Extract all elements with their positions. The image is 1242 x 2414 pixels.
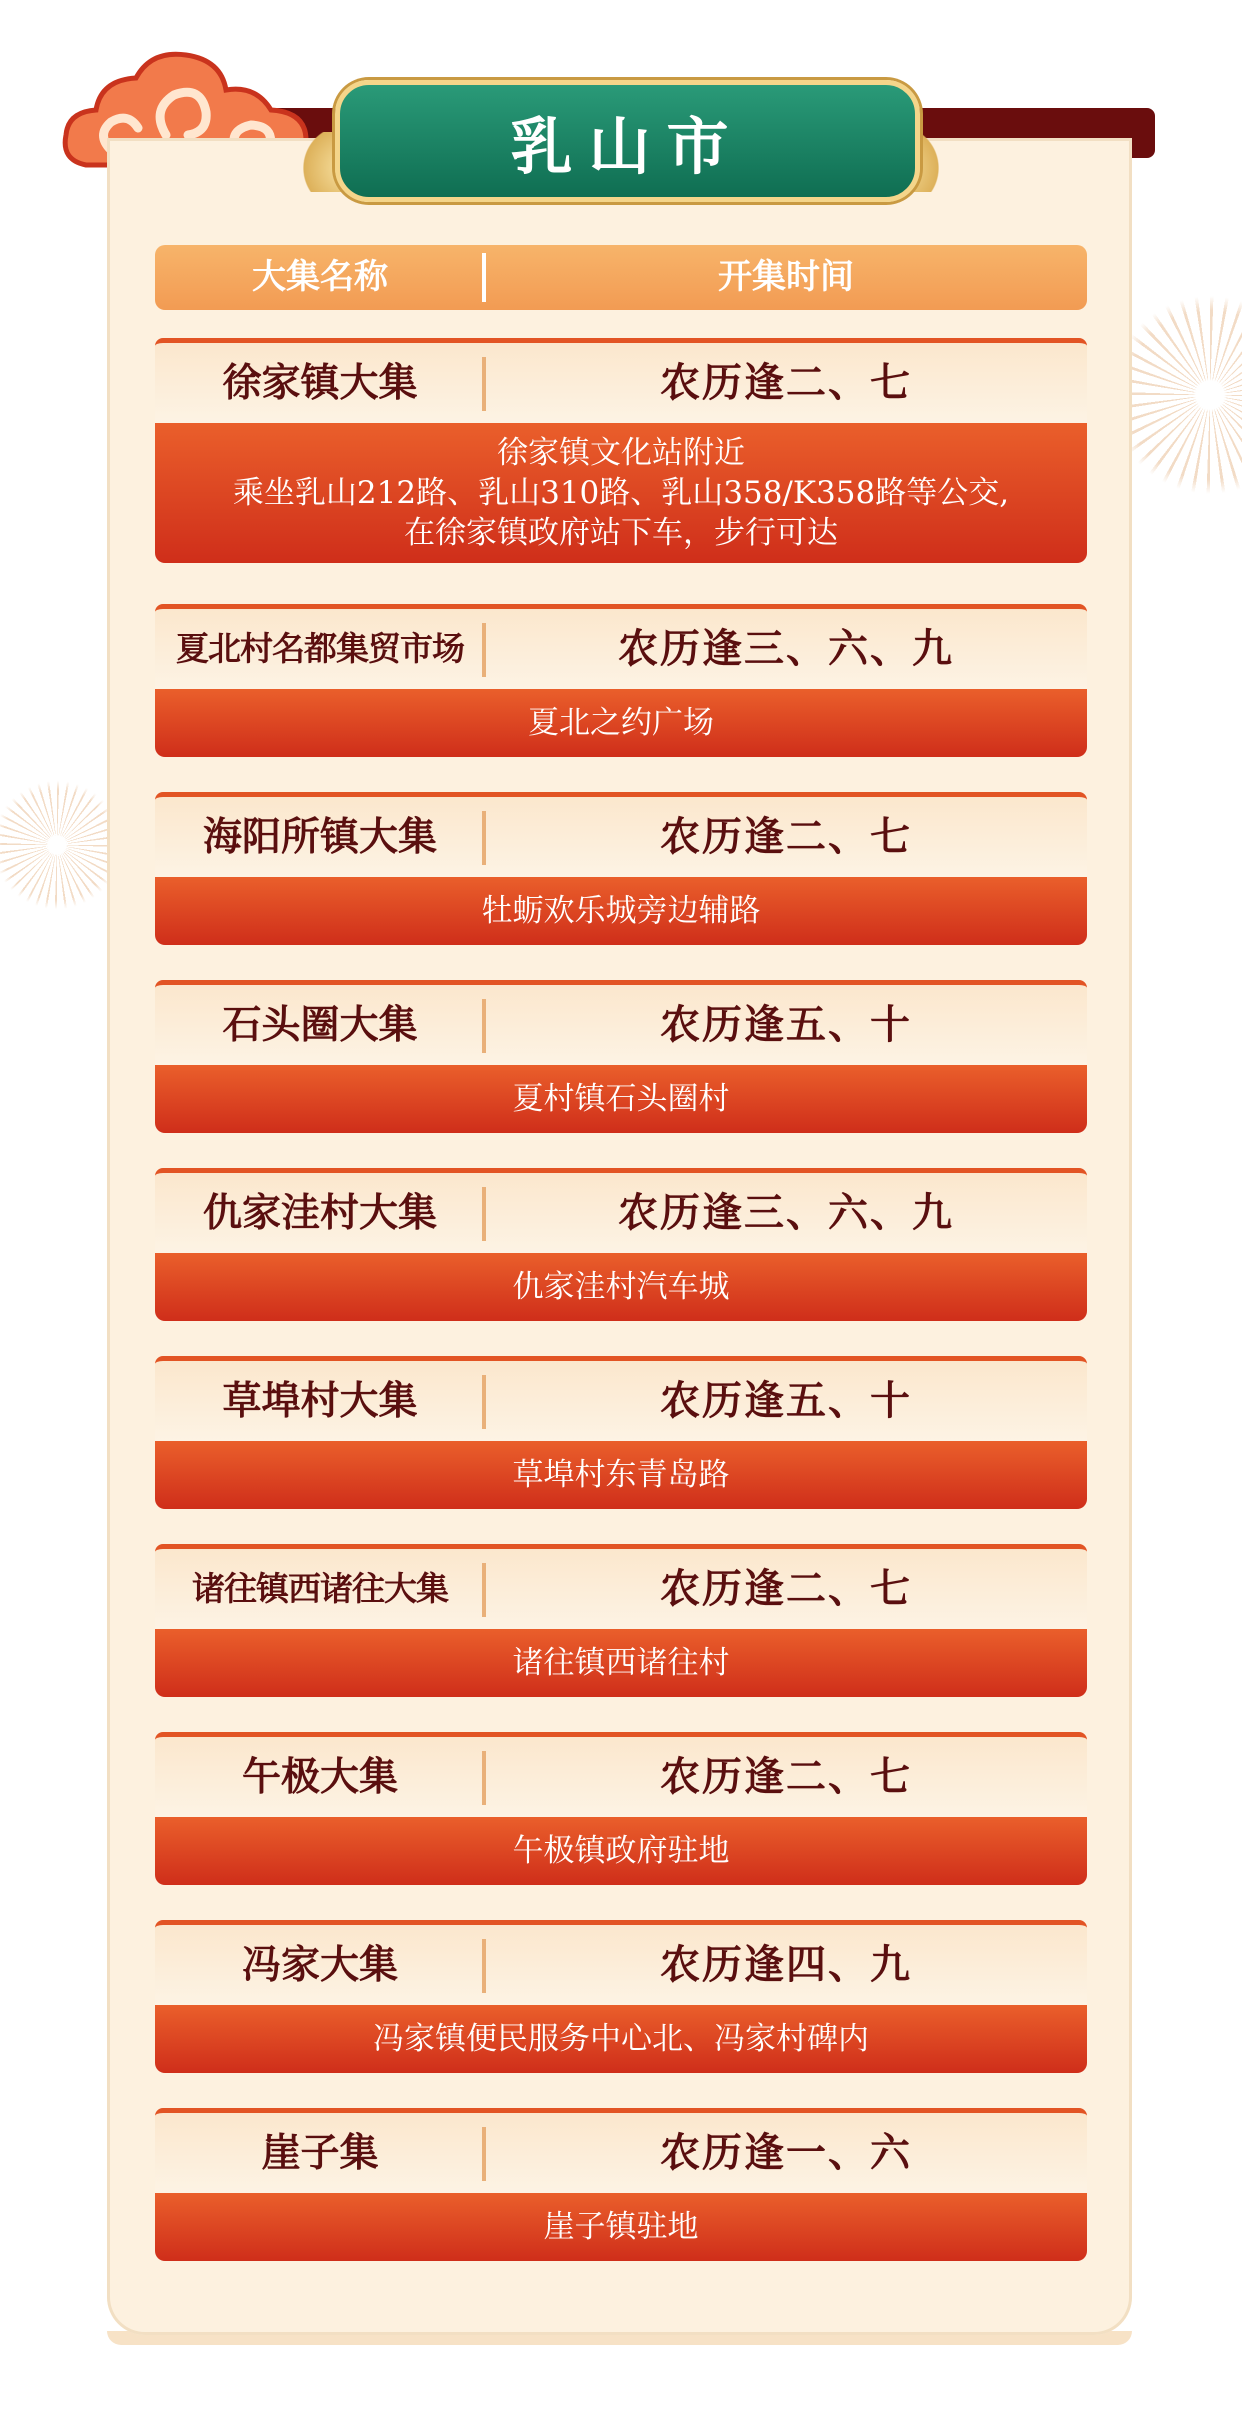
location-line: 诸往镇西诸往村 bbox=[512, 1645, 730, 1681]
firework-icon bbox=[0, 780, 122, 910]
market-name: 诸往镇西诸往大集 bbox=[192, 1569, 448, 1608]
market-name: 崖子集 bbox=[261, 2130, 379, 2176]
market-time: 农历逢三、六、九 bbox=[618, 1189, 954, 1236]
market-item bbox=[155, 1168, 1087, 1321]
market-time: 农历逢二、七 bbox=[660, 1565, 912, 1612]
market-location bbox=[155, 1817, 1087, 1885]
market-name: 午极大集 bbox=[241, 1754, 398, 1800]
market-row bbox=[155, 792, 1087, 877]
market-row bbox=[155, 1168, 1087, 1253]
location-line: 崖子镇驻地 bbox=[543, 2209, 699, 2245]
table-header bbox=[155, 245, 1087, 310]
market-row bbox=[155, 1732, 1087, 1817]
market-row bbox=[155, 1544, 1087, 1629]
market-row bbox=[155, 338, 1087, 423]
market-location bbox=[155, 1253, 1087, 1321]
column-header-time: 开集时间 bbox=[718, 257, 854, 297]
location-line: 乘坐乳山212路、乳山310路、乳山358/K358路等公交, bbox=[232, 475, 1010, 511]
page-title: 乳山市 bbox=[335, 80, 920, 202]
market-time: 农历逢二、七 bbox=[660, 813, 912, 860]
market-item bbox=[155, 1544, 1087, 1697]
market-time: 农历逢一、六 bbox=[660, 2129, 912, 2176]
market-location bbox=[155, 877, 1087, 945]
market-location bbox=[155, 423, 1087, 563]
location-line: 午极镇政府驻地 bbox=[512, 1833, 730, 1869]
market-location bbox=[155, 1065, 1087, 1133]
market-item bbox=[155, 604, 1087, 757]
market-row bbox=[155, 1356, 1087, 1441]
market-row bbox=[155, 980, 1087, 1065]
market-row bbox=[155, 1920, 1087, 2005]
location-line: 草埠村东青岛路 bbox=[512, 1457, 730, 1493]
location-line: 在徐家镇政府站下车，步行可达 bbox=[404, 515, 838, 551]
market-name: 徐家镇大集 bbox=[222, 360, 418, 406]
market-location bbox=[155, 1441, 1087, 1509]
market-name: 仇家洼村大集 bbox=[202, 1190, 437, 1236]
location-line: 夏村镇石头圈村 bbox=[512, 1081, 730, 1117]
market-item bbox=[155, 2108, 1087, 2261]
market-name: 海阳所镇大集 bbox=[202, 814, 437, 860]
location-line: 牡蛎欢乐城旁边辅路 bbox=[481, 893, 761, 929]
market-item bbox=[155, 1356, 1087, 1509]
location-line: 夏北之约广场 bbox=[528, 705, 714, 741]
location-line: 仇家洼村汽车城 bbox=[512, 1269, 730, 1305]
market-item bbox=[155, 980, 1087, 1133]
market-time: 农历逢五、十 bbox=[660, 1001, 912, 1048]
market-location bbox=[155, 2193, 1087, 2261]
market-item bbox=[155, 1920, 1087, 2073]
location-line: 冯家镇便民服务中心北、冯家村碑内 bbox=[373, 2021, 869, 2057]
market-name: 冯家大集 bbox=[241, 1942, 398, 1988]
market-row bbox=[155, 604, 1087, 689]
location-line: 徐家镇文化站附近 bbox=[497, 435, 745, 471]
market-row bbox=[155, 2108, 1087, 2193]
market-name: 夏北村名都集贸市场 bbox=[176, 629, 464, 668]
market-time: 农历逢五、十 bbox=[660, 1377, 912, 1424]
market-location bbox=[155, 2005, 1087, 2073]
market-location bbox=[155, 1629, 1087, 1697]
market-location bbox=[155, 689, 1087, 757]
market-name: 草埠村大集 bbox=[222, 1378, 418, 1424]
market-item bbox=[155, 338, 1087, 563]
market-time: 农历逢三、六、九 bbox=[618, 625, 954, 672]
market-time: 农历逢四、九 bbox=[660, 1941, 912, 1988]
market-item bbox=[155, 792, 1087, 945]
column-header-name: 大集名称 bbox=[252, 257, 388, 297]
market-item bbox=[155, 1732, 1087, 1885]
market-name: 石头圈大集 bbox=[222, 1002, 418, 1048]
market-time: 农历逢二、七 bbox=[660, 359, 912, 406]
market-time: 农历逢二、七 bbox=[660, 1753, 912, 1800]
